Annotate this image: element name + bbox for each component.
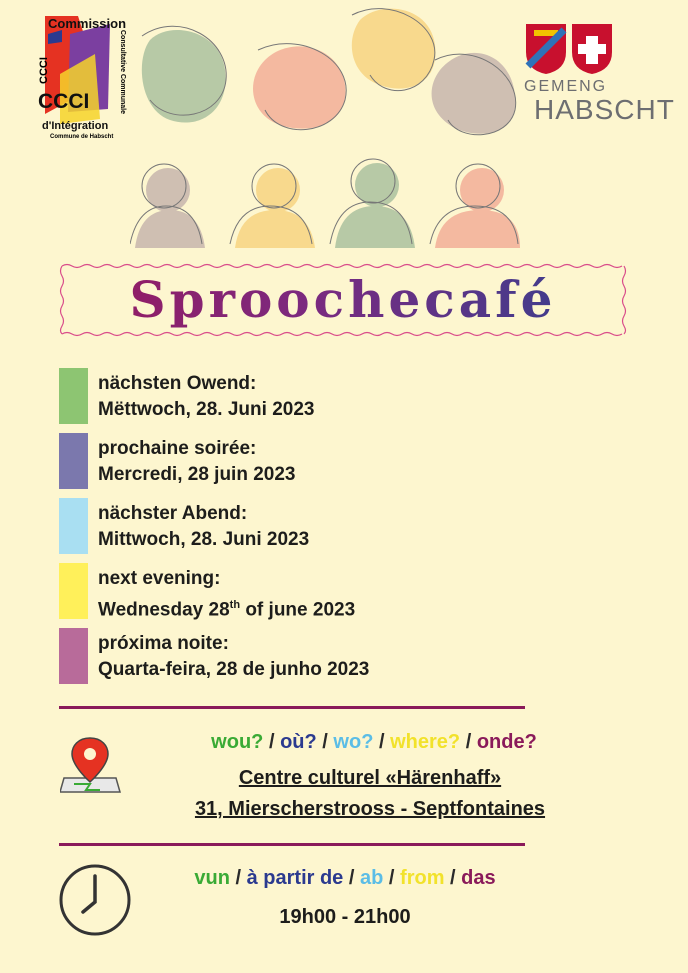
speech-bubbles-people-illustration [130,0,520,250]
when-separator: / [450,867,456,889]
when-separator: / [388,867,395,889]
ccci-line2: d'Intégration [42,120,109,132]
date-value-main: Wednesday 28 [98,599,230,621]
date-value [98,592,355,623]
date-text [98,371,314,423]
when-word-de: ab [360,867,384,889]
date-row [59,628,619,684]
when-word-lb: vun [194,867,230,889]
ccci-line1: Commission [48,16,127,31]
date-text [98,566,355,623]
ccci-line3: Commune de Habscht [50,134,114,140]
date-color-swatch [59,368,88,424]
date-value-ordinal: th [229,599,241,611]
where-word-de: wo? [333,731,374,753]
habscht-logo [520,20,682,130]
date-row [59,368,619,424]
when-separator: / [235,867,242,889]
when-question-line [130,867,560,890]
when-word-fr: à partir de [246,867,344,889]
date-label: nächster Abend: [98,503,248,524]
where-word-pt: onde? [476,731,537,753]
date-text [98,436,296,488]
date-value: Mittwoch, 28. Juni 2023 [98,529,310,550]
divider-top [59,706,525,709]
date-row [59,563,619,619]
date-color-swatch [59,498,88,554]
clock-icon [57,862,133,938]
where-separator: / [322,731,328,753]
ccci-acronym: CCCI [38,90,90,113]
venue-name: Centre culturel «Härenhaff» [238,767,502,789]
date-color-swatch [59,563,88,619]
date-row [59,433,619,489]
ccci-logo [40,14,130,144]
date-row [59,498,619,554]
when-separator: / [348,867,355,889]
when-word-en: from [400,867,445,889]
title-frame [58,262,628,338]
date-value: Quarta-feira, 28 de junho 2023 [98,659,370,680]
where-separator: / [465,731,472,753]
date-color-swatch [59,628,88,684]
venue-address: 31, Mierscherstrooss - Septfontaines [194,798,546,820]
date-label: next evening: [98,568,221,589]
where-word-fr: où? [280,731,317,753]
time-range: 19h00 - 21h00 [279,906,411,928]
where-question-line [130,731,618,754]
habscht-name-text: HABSCHT [534,94,675,125]
where-word-en: where? [390,731,461,753]
date-value: Mëttwoch, 28. Juni 2023 [98,399,315,420]
coat-of-arms-icon [524,22,614,76]
date-text [98,631,369,683]
where-separator: / [378,731,385,753]
when-word-pt: das [461,867,496,889]
ccci-acronym-vertical: CCCI [38,57,50,84]
where-word-lb: wou? [211,731,264,753]
map-pin-icon [60,736,122,796]
date-text [98,501,309,553]
ccci-line-vertical: Consultative Communale [119,30,126,115]
date-label: prochaine soirée: [98,438,257,459]
date-value-rest: of june 2023 [240,599,356,621]
divider-bottom [59,843,525,846]
date-label: próxima noite: [98,633,229,654]
date-color-swatch [59,433,88,489]
where-separator: / [268,731,275,753]
date-label: nächsten Owend: [98,373,257,394]
page-title: Sproochecafé [58,270,628,329]
habscht-top-text: GEMENG [524,78,608,95]
date-value: Mercredi, 28 juin 2023 [98,464,296,485]
